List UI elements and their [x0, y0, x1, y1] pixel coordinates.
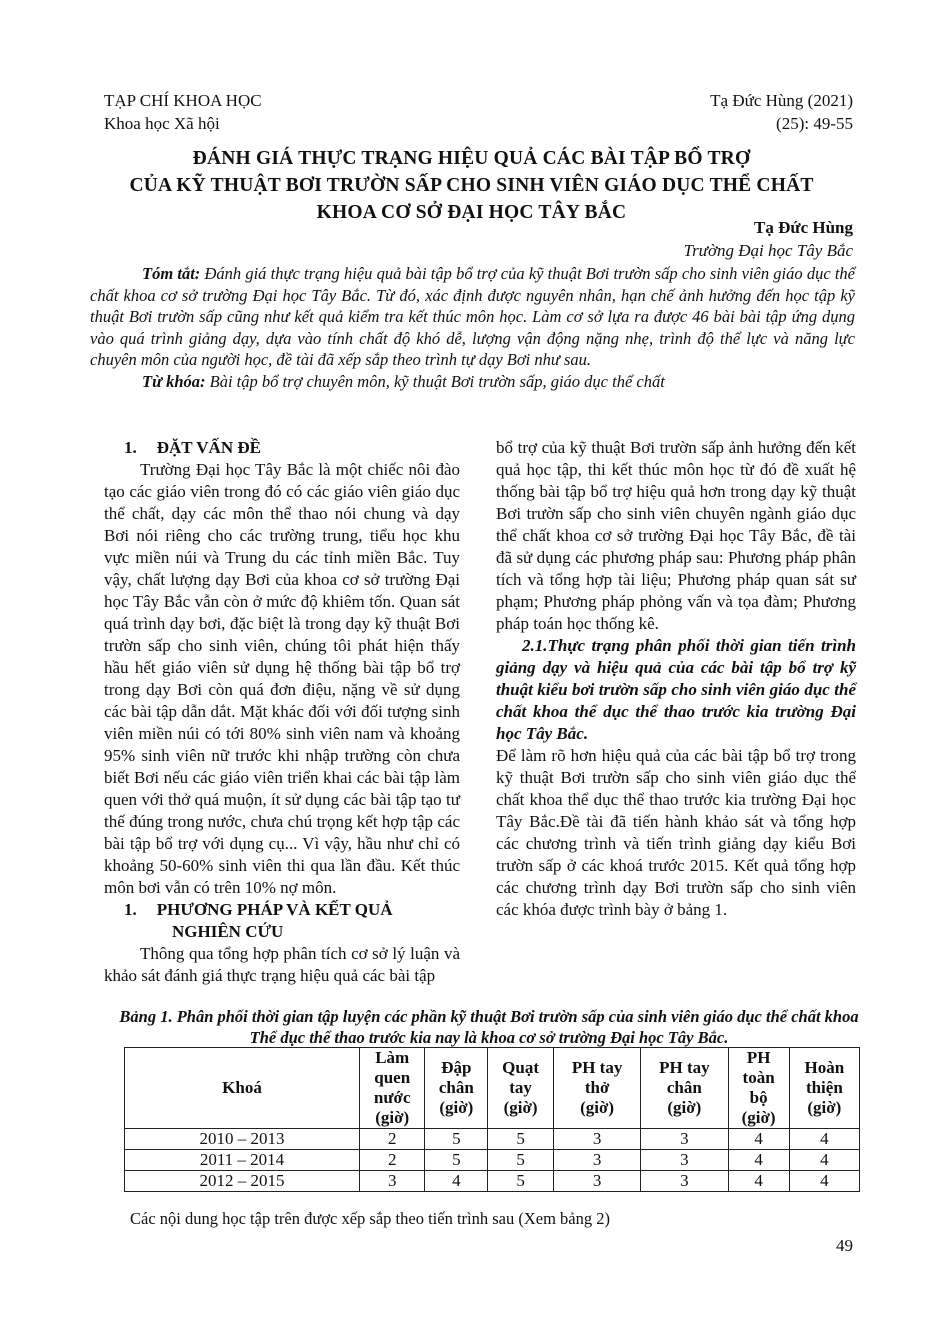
abstract-text: Đánh giá thực trạng hiệu quả bài tập bổ trợ của kỹ thuật Bơi trườn sấp cho sinh viên giáo dục thể chất khoa cơ sở trường Đại học Tây Bắc. Từ đó, xác định được nguyên nhân, hạn chế ảnh hưởng đến học tập kỹ thuật Bơi trườn sấp cũng như kết quả kiểm tra kết thúc môn học. Làm cơ sở lựa ra được 46 bài bài tập ứng dụng vào quá trình giảng dạy, dựa vào tính chất độ khó dễ, lượng vận động nặng nhẹ, trình độ thể lực và năng lực chuyên môn của người học, đề tài đã xếp sắp theo trình tự dạy Bơi như sau.	[90, 264, 855, 369]
header-cell: Hoàn thiện (giờ)	[789, 1048, 859, 1129]
abstract-label: Tóm tắt:	[142, 264, 201, 283]
subsection-2-1-heading: 2.1.Thực trạng phân phối thời gian tiến trình giảng dạy và hiệu quả của các bài tập bổ trợ kỹ thuật kiểu bơi trườn sấp cho sinh viên giáo dục thể chất khoa thể dục thể thao trước kia trường Đại học Tây Bắc.	[496, 636, 856, 743]
article-title	[90, 145, 853, 226]
header-cell: Làm quen nước (giờ)	[360, 1048, 425, 1129]
table-cell: 3	[553, 1171, 640, 1192]
header-cell: PH tay chân (giờ)	[641, 1048, 728, 1129]
header-cell: Đập chân (giờ)	[425, 1048, 488, 1129]
table-cell: 4	[789, 1129, 859, 1150]
table-cell: 2012 – 2015	[125, 1171, 360, 1192]
title-line: KHOA CƠ SỞ ĐẠI HỌC TÂY BẮC	[316, 202, 627, 223]
table-cell: 3	[360, 1171, 425, 1192]
table-cell: 5	[425, 1150, 488, 1171]
table-header-row	[125, 1048, 860, 1129]
table-cell: 4	[728, 1150, 789, 1171]
table-cell: 2	[360, 1129, 425, 1150]
abstract	[90, 263, 855, 392]
methods-paragraph: bổ trợ của kỹ thuật Bơi trườn sấp ảnh hưởng đến kết quả học tập, thi kết thúc môn học từ đó đề xuất hệ thống bài tập bổ trợ hiệu quả hơn trong dạy kỹ thuật Bơi trườn sấp cho sinh viên chuyên ngành giáo dục thể chất khoa cơ sở trường Đại học Tây Bắc, đề tài đã sử dụng các phương pháp sau: Phương pháp phân tích và tổng hợp tài liệu; Phương pháp quan sát sư phạm; Phương pháp phỏng vấn và tọa đàm; Phương pháp toán học thống kê.	[496, 438, 856, 633]
table-1	[124, 1047, 860, 1192]
table-cell: 5	[488, 1129, 554, 1150]
table-row	[125, 1129, 860, 1150]
left-column	[104, 437, 460, 987]
table-row	[125, 1150, 860, 1171]
table-cell: 5	[488, 1171, 554, 1192]
table-cell: 2010 – 2013	[125, 1129, 360, 1150]
section-1-paragraph: Trường Đại học Tây Bắc là một chiếc nôi đào tạo các giáo viên trong đó có các giáo viên giáo dục thể chất, dạy các môn thể thao nói chung và dạy Bơi nói riêng cho các trường trung, tiểu học khu vực miền núi và Trung du các tỉnh miền Bắc. Tuy vậy, chất lượng dạy Bơi của khoa cơ sở trường Đại học Tây Bắc vẫn còn ở mức độ khiêm tốn. Quan sát quá trình dạy bơi, đặc biệt là trong dạy kỹ thuật Bơi trườn sấp cho sinh viên, chúng tôi phát hiện thấy hầu hết giáo viên sử dụng hệ thống bài tập bổ trợ trong dạy Bơi còn quá đơn điệu, nặng về sử dụng các bài tập dẫn dắt. Mặt khác đối với đối tượng sinh viên miền núi có tới 80% sinh viên nam và khoảng 95% sinh viên nữ trước khi nhập trường còn chưa biết Bơi nếu các giáo viên triển khai các bài tập làm quen với thở quá muộn, ít sử dụng các bài tập tạo tư thế đúng trong nước, chưa chú trọng kết hợp tập các bài tập bổ trợ với dụng cụ... Vì vậy, hầu như chỉ có khoảng 50-60% sinh viên thi qua lần đầu. Kết thúc môn bơi vẫn có trên 10% nợ môn.	[104, 460, 460, 897]
keywords-label: Từ khóa:	[142, 371, 206, 391]
author-name: Tạ Đức Hùng	[754, 218, 853, 237]
citation-author: Tạ Đức Hùng (2021)	[710, 91, 853, 110]
table-cell: 4	[789, 1171, 859, 1192]
table-cell: 5	[488, 1150, 554, 1171]
table-cell: 4	[728, 1171, 789, 1192]
section-number: 1.	[124, 438, 137, 457]
page-number: 49	[836, 1236, 853, 1255]
keywords-text: Bài tập bổ trợ chuyên môn, kỹ thuật Bơi trườn sấp, giáo dục thể chất	[205, 371, 665, 391]
header-cell: PH toàn bộ (giờ)	[728, 1048, 789, 1129]
title-line: ĐÁNH GIÁ THỰC TRẠNG HIỆU QUẢ CÁC BÀI TẬP BỔ TRỢ	[192, 148, 751, 169]
section-title: PHƯƠNG PHÁP VÀ KẾT QUẢ	[156, 900, 393, 919]
table-cell: 4	[789, 1150, 859, 1171]
table-note: Các nội dung học tập trên được xếp sắp theo tiến trình sau (Xem bảng 2)	[130, 1209, 610, 1228]
table-cell: 3	[641, 1171, 728, 1192]
table-1-caption: Bảng 1. Phân phối thời gian tập luyện các phần kỹ thuật Bơi trườn sấp của sinh viên giáo dục thể chất khoa Thể dục thể thao trước kia nay là khoa cơ sở trường Đại học Tây Bắc.	[119, 1007, 859, 1047]
table-cell: 3	[553, 1150, 640, 1171]
table-cell: 4	[728, 1129, 789, 1150]
results-paragraph: Để làm rõ hơn hiệu quả của các bài tập bổ trợ trong kỹ thuật Bơi trườn sấp cho sinh viên giáo dục thể chất khoa thể dục thể thao trước kia trường Đại học Tây Bắc.Đề tài đã tiến hành khảo sát và tổng hợp các chương trình và tiến trình giảng dạy kiểu Bơi trườn sấp ở các khoá trước 2015. Kết quả tổng hợp các chương trình dạy Bơi trườn sấp cho sinh viên các khóa được trình bày ở bảng 1.	[496, 746, 856, 919]
journal-name: TẠP CHÍ KHOA HỌC	[104, 91, 262, 110]
section-number: 1.	[124, 900, 137, 919]
right-column	[496, 437, 856, 921]
section-2-heading	[104, 899, 460, 943]
table-cell: 3	[641, 1150, 728, 1171]
table-cell: 2	[360, 1150, 425, 1171]
section-title: ĐẶT VẤN ĐỀ	[156, 438, 261, 457]
title-line: CỦA KỸ THUẬT BƠI TRƯỜN SẤP CHO SINH VIÊN GIÁO DỤC THỂ CHẤT	[129, 175, 814, 196]
header-cell: PH tay thở (giờ)	[553, 1048, 640, 1129]
citation-pages: (25): 49-55	[776, 114, 853, 133]
header-cell: Quạt tay (giờ)	[488, 1048, 554, 1129]
section-1-heading	[104, 437, 460, 459]
section-title-cont: NGHIÊN CỨU	[172, 922, 284, 941]
journal-section: Khoa học Xã hội	[104, 114, 220, 133]
table-cell: 5	[425, 1129, 488, 1150]
table-cell: 3	[553, 1129, 640, 1150]
table-cell: 4	[425, 1171, 488, 1192]
header-cell: Khoá	[125, 1048, 360, 1129]
author-affiliation: Trường Đại học Tây Bắc	[683, 241, 853, 260]
table-row	[125, 1171, 860, 1192]
section-2-paragraph: Thông qua tổng hợp phân tích cơ sở lý luận và khảo sát đánh giá thực trạng hiệu quả các bài tập	[104, 944, 460, 985]
table-cell: 2011 – 2014	[125, 1150, 360, 1171]
table-cell: 3	[641, 1129, 728, 1150]
